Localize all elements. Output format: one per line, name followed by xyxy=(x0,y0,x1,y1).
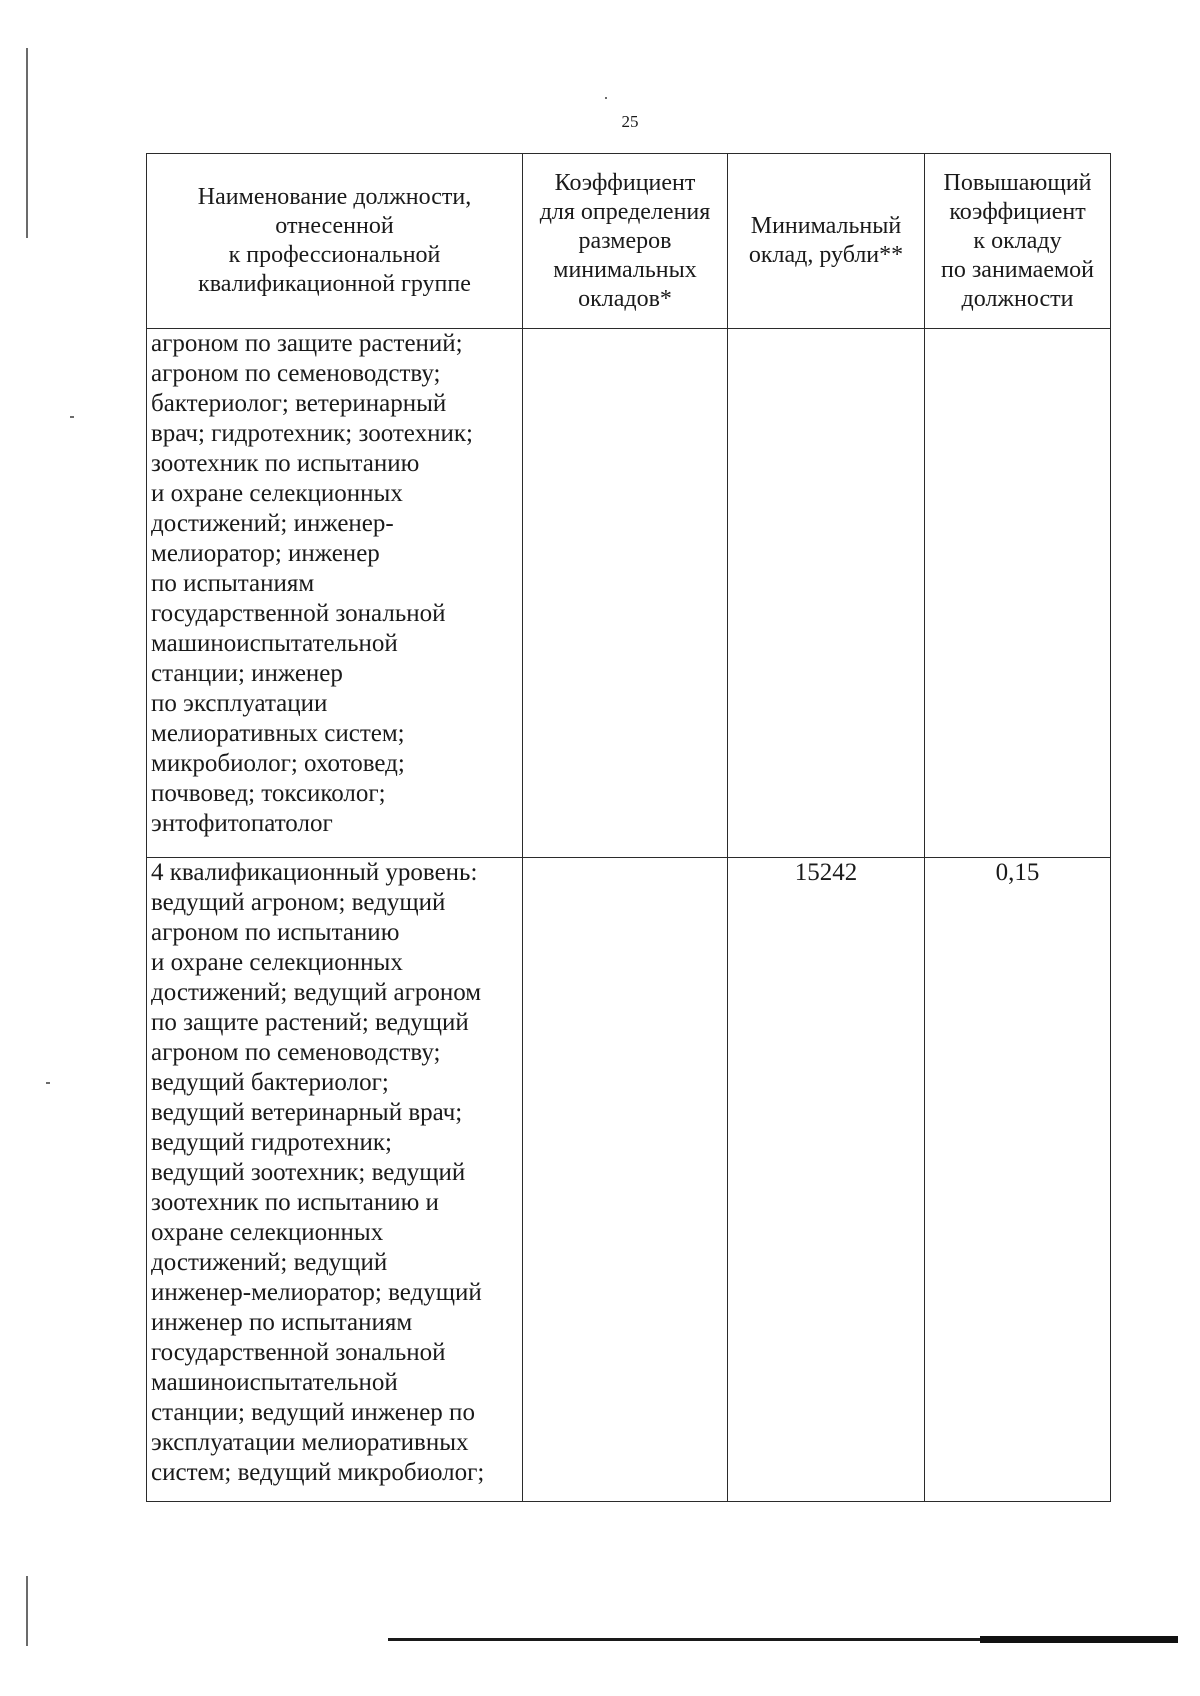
scan-dot xyxy=(605,97,607,99)
scan-dot xyxy=(46,1082,50,1084)
coefficient-cell xyxy=(523,858,728,1502)
min-salary-cell xyxy=(728,329,925,858)
coefficient-cell xyxy=(523,329,728,858)
raise-coefficient-cell xyxy=(925,329,1111,858)
scan-edge-mark xyxy=(26,48,28,238)
table-row xyxy=(147,329,1111,858)
position-cell: агроном по защите растений; агроном по семеноводству; бактериолог; ветеринарный врач; гидротехник; зоотехник; зоотехник по испытанию и охране селекционных достижений; инженер- мелиоратор; инженер по испытаниям государственной зональной машиноиспытательной станции; инженер по эксплуатации мелиоративных систем; микробиолог; охотовед; почвовед; токсиколог; энтофитопатолог xyxy=(147,329,523,858)
header-position: Наименование должности, отнесенной к профессиональной квалификационной группе xyxy=(147,154,523,329)
footer-rule-thick xyxy=(980,1636,1178,1643)
salary-table xyxy=(146,153,1111,1502)
scan-edge-mark xyxy=(26,1576,28,1646)
position-cell: 4 квалификационный уровень: ведущий агроном; ведущий агроном по испытанию и охране селекционных достижений; ведущий агроном по защите растений; ведущий агроном по семеноводству; ведущий бактериолог; ведущий ветеринарный врач; ведущий гидротехник; ведущий зоотехник; ведущий зоотехник по испытанию и охране селекционных достижений; ведущий инженер-мелиоратор; ведущий инженер по испытаниям государственной зональной машиноиспытательной станции; ведущий инженер по эксплуатации мелиоративных систем; ведущий микробиолог; xyxy=(147,858,523,1502)
min-salary-cell: 15242 xyxy=(728,858,925,1502)
page-number: 25 xyxy=(621,112,639,131)
header-raise-coefficient: Повышающий коэффициент к окладу по занимаемой должности xyxy=(925,154,1111,329)
scan-dot xyxy=(70,416,74,418)
header-coefficient: Коэффициент для определения размеров минимальных окладов* xyxy=(523,154,728,329)
raise-coefficient-cell: 0,15 xyxy=(925,858,1111,1502)
header-min-salary: Минимальный оклад, рубли** xyxy=(728,154,925,329)
table-row xyxy=(147,858,1111,1502)
table-header-row xyxy=(147,154,1111,329)
